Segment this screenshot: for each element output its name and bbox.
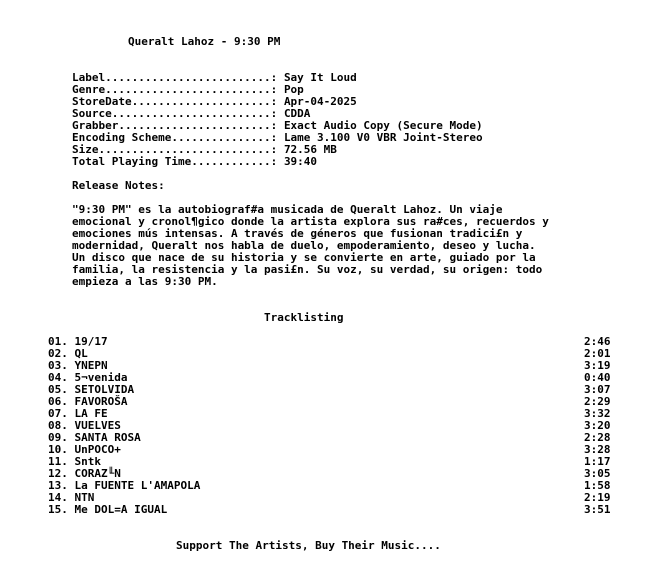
release-notes-line: empieza a las 9:30 PM. — [72, 275, 218, 288]
meta-key: Size..........................: — [72, 143, 278, 156]
meta-value: Say It Loud — [283, 71, 357, 84]
track-duration: 3:32 — [584, 407, 611, 420]
release-notes-line: Un disco que nace de su historia y se convierte en arte, guiado por la — [72, 251, 536, 264]
meta-value: CDDA — [283, 107, 311, 120]
track-duration: 1:17 — [584, 455, 611, 468]
track-duration: 3:05 — [584, 467, 611, 480]
track-number: 10. — [48, 443, 68, 456]
track-title: QL — [74, 347, 88, 360]
track-title: YNEPN — [74, 359, 108, 372]
track-duration: 2:28 — [584, 431, 611, 444]
meta-value: 39:40 — [283, 155, 318, 168]
track-title: FAVOROŠA — [74, 395, 128, 408]
meta-value: 72.56 MB — [283, 143, 337, 156]
track-title: SANTA ROSA — [74, 431, 141, 444]
track-duration: 2:01 — [584, 347, 611, 360]
meta-key: Total Playing Time............: — [72, 155, 278, 168]
track-title: La FUENTE L'AMAPOLA — [74, 479, 201, 492]
track-number: 11. — [48, 455, 68, 468]
release-notes-line: emocional y cronol¶gico donde la artista explora sus ra#ces, recuerdos y — [72, 215, 549, 228]
meta-row-playing-time — [72, 156, 317, 168]
meta-key: StoreDate.....................: — [72, 95, 278, 108]
track-duration: 3:19 — [584, 359, 611, 372]
track-title: CORAZ╙N — [74, 467, 121, 480]
track-title: Me DOL=A IGUAL — [74, 503, 168, 516]
meta-key: Grabber.......................: — [72, 119, 278, 132]
tracklisting-heading: Tracklisting — [264, 311, 344, 324]
track-duration: 3:28 — [584, 443, 611, 456]
meta-value: Lame 3.100 V0 VBR Joint-Stereo — [283, 131, 483, 144]
track-number: 12. — [48, 467, 68, 480]
meta-key: Encoding Scheme...............: — [72, 131, 278, 144]
release-notes-line: emociones mús intensas. A través de géneros que fusionan tradici£n y — [72, 227, 523, 240]
track-title: UnPOCO+ — [74, 443, 121, 456]
meta-key: Genre.........................: — [72, 83, 278, 96]
track-number: 07. — [48, 407, 68, 420]
footer-text: Support The Artists, Buy Their Music.... — [176, 539, 441, 552]
track-duration: 0:40 — [584, 371, 611, 384]
track-duration: 2:29 — [584, 395, 611, 408]
track-number: 08. — [48, 419, 68, 432]
meta-value: Apr-04-2025 — [283, 95, 357, 108]
track-title: NTN — [74, 491, 95, 504]
track-duration: 1:58 — [584, 479, 611, 492]
track-title: 5¬venida — [74, 371, 128, 384]
track-row — [48, 504, 167, 516]
track-title: SETOLVIDA — [74, 383, 135, 396]
track-title: Sntk — [74, 455, 101, 468]
track-title: VUELVES — [74, 419, 121, 432]
meta-value: Pop — [283, 83, 304, 96]
track-number: 14. — [48, 491, 68, 504]
track-number: 02. — [48, 347, 68, 360]
track-duration: 2:46 — [584, 335, 611, 348]
track-number: 05. — [48, 383, 68, 396]
release-notes-line: modernidad, Queralt nos habla de duelo, empoderamiento, deseo y lucha. — [72, 239, 536, 252]
meta-key: Label.........................: — [72, 71, 278, 84]
track-duration: 2:19 — [584, 491, 611, 504]
track-duration: 3:07 — [584, 383, 611, 396]
track-duration: 3:51 — [584, 503, 611, 516]
release-notes-line: "9:30 PM" es la autobiograf#a musicada de Queralt Lahoz. Un viaje — [72, 203, 503, 216]
release-notes-heading: Release Notes: — [72, 179, 165, 192]
track-number: 06. — [48, 395, 68, 408]
track-number: 13. — [48, 479, 68, 492]
release-notes-line: familia, la resistencia y la pasi£n. Su voz, su verdad, su origen: todo — [72, 263, 543, 276]
track-number: 15. — [48, 503, 68, 516]
meta-value: Exact Audio Copy (Secure Mode) — [283, 119, 483, 132]
track-duration: 3:20 — [584, 419, 611, 432]
track-title: LA FE — [74, 407, 108, 420]
track-number: 01. — [48, 335, 68, 348]
meta-key: Source........................: — [72, 107, 278, 120]
track-title: 19/17 — [74, 335, 108, 348]
album-title: Queralt Lahoz - 9:30 PM — [128, 35, 281, 48]
track-number: 04. — [48, 371, 68, 384]
track-number: 09. — [48, 431, 68, 444]
track-number: 03. — [48, 359, 68, 372]
